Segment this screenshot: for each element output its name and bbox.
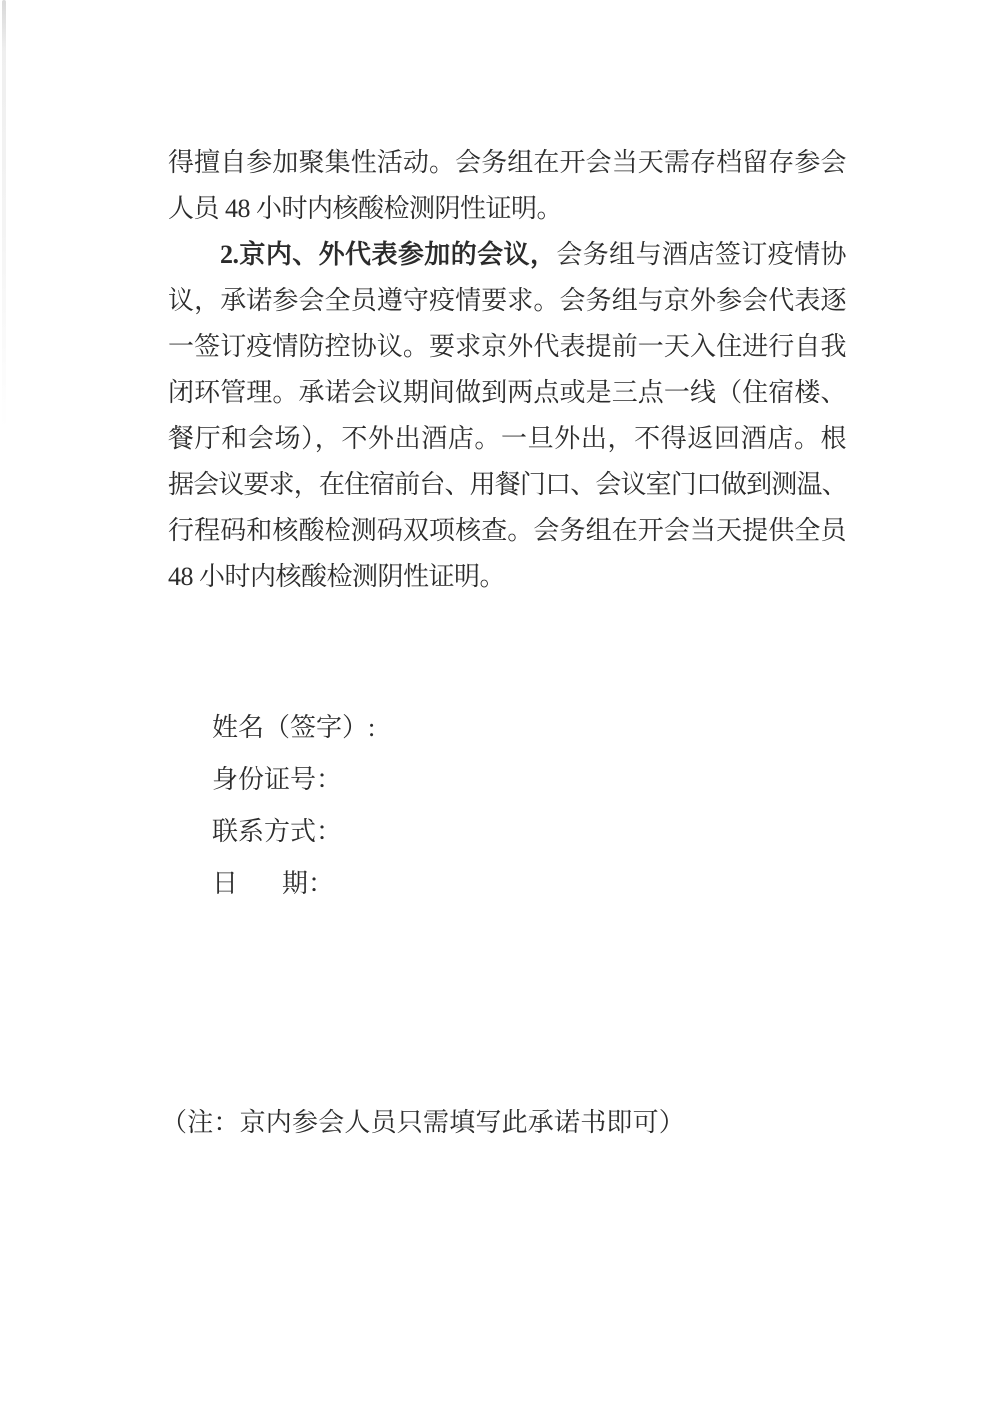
- paragraph-1-line-1: 得擅自参加聚集性活动。会务组在开会当天需存档留存参会: [168, 148, 846, 177]
- paragraph-2-line-7: 行程码和核酸检测码双项核查。会务组在开会当天提供全员: [168, 516, 846, 545]
- signature-id-label: 身份证号：: [212, 765, 343, 794]
- signature-date-label: [212, 858, 334, 910]
- paragraph-2-line-1: [168, 232, 846, 278]
- signature-date-char-right: 期：: [281, 869, 334, 898]
- paragraph-2-line-3: 一签订疫情防控协议。要求京外代表提前一天入住进行自我: [168, 332, 846, 361]
- paragraph-2-line-6: 据会议要求，在住宿前台、用餐门口、会议室门口做到测温、: [168, 470, 846, 499]
- paragraph-2-line-5: 餐厅和会场），不外出酒店。一旦外出，不得返回酒店。根: [168, 424, 846, 453]
- signature-name-label: 姓名（签字）:: [212, 713, 376, 742]
- footer-note: （注：京内参会人员只需填写此承诺书即可）: [161, 1108, 686, 1137]
- signature-block: [212, 702, 375, 910]
- body-text-block: [168, 140, 846, 600]
- signature-date-char-left: 日: [212, 869, 239, 898]
- paragraph-2-heading: 2.京内、外代表参加的会议，: [220, 240, 557, 269]
- paragraph-1-line-2: 人员 48 小时内核酸检测阴性证明。: [168, 194, 563, 223]
- paragraph-2-line-4: 闭环管理。承诺会议期间做到两点或是三点一线（住宿楼、: [168, 378, 846, 407]
- paragraph-2-line-2: 议，承诺参会全员遵守疫情要求。会务组与京外参会代表逐: [168, 286, 846, 315]
- paragraph-2-line-8: 48 小时内核酸检测阴性证明。: [168, 562, 506, 591]
- scan-artifact-left-edge: [2, 0, 6, 430]
- paragraph-2-line-1-rest: 会务组与酒店签订疫情协: [556, 240, 846, 269]
- signature-contact-label: 联系方式：: [212, 817, 343, 846]
